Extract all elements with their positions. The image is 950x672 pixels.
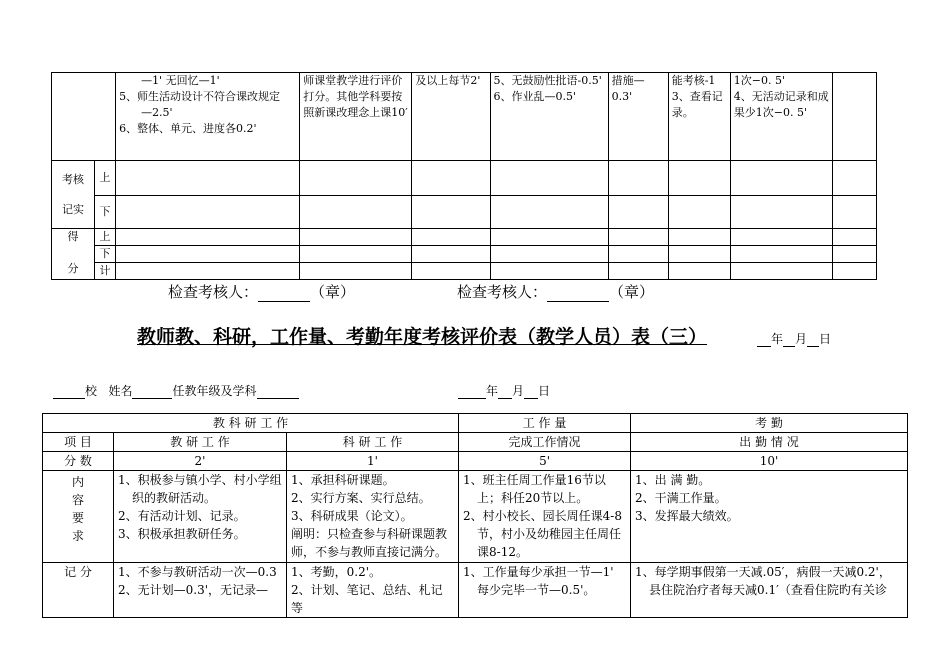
content-line: 3、积极承担教研任务。: [118, 527, 246, 541]
record-cell[interactable]: [608, 196, 668, 229]
day-blank[interactable]: [524, 386, 538, 399]
score-jiaoyan: 2': [114, 452, 287, 471]
group-header-row: [43, 414, 908, 433]
year-label: 年: [486, 384, 499, 398]
score-row-up: [52, 229, 877, 246]
name-blank[interactable]: [132, 386, 172, 399]
blank-cell: [52, 73, 116, 161]
month-blank[interactable]: [498, 386, 512, 399]
score-cell[interactable]: [412, 229, 490, 246]
record-line: 每少完毕一节—0.5'。: [477, 583, 596, 597]
record-keyan: [287, 563, 459, 618]
signature-blank[interactable]: [547, 287, 609, 302]
content-label-char: 内: [71, 475, 84, 489]
month-label: 月: [795, 332, 808, 346]
record-line: 2、计划、笔记、总结、札记等: [291, 583, 443, 615]
score-cell[interactable]: [730, 263, 832, 280]
signature-label: 检查考核人：: [457, 283, 548, 301]
day-label: 日: [538, 384, 551, 398]
score-cell[interactable]: [730, 229, 832, 246]
record-cell[interactable]: [412, 196, 490, 229]
record-attendance: [631, 563, 908, 618]
seal-label: （章）: [310, 283, 356, 301]
score-cell[interactable]: [490, 229, 608, 246]
content-line: 3、发挥最大绩效。: [635, 509, 739, 523]
criteria-cell-8: [730, 73, 832, 161]
record-cell[interactable]: [300, 196, 412, 229]
record-workload: [459, 563, 631, 618]
score-cell[interactable]: [116, 263, 300, 280]
criteria-cell-5: [490, 73, 608, 161]
blank-cell: [832, 73, 876, 161]
content-keyan: [287, 471, 459, 563]
score-label-line: 得: [67, 230, 79, 243]
criteria-line: —1' 无回忆—1': [141, 74, 220, 87]
content-row: [43, 471, 908, 563]
record-cell[interactable]: [832, 161, 876, 196]
score-cell[interactable]: [300, 246, 412, 263]
content-line: 1、积极参与镇小学、村小学组织的教研活动。: [118, 473, 282, 505]
signature-label: 检查考核人：: [168, 283, 259, 301]
item-header-row: [43, 433, 908, 452]
record-cell[interactable]: [832, 196, 876, 229]
score-workload: 5': [459, 452, 631, 471]
criteria-line: 4、无活动记录和成果少1次−0. 5': [733, 90, 829, 119]
score-cell[interactable]: [116, 246, 300, 263]
record-row-down: [52, 196, 877, 229]
record-cell[interactable]: [116, 161, 300, 196]
score-label: 分 数: [43, 452, 114, 471]
record-cell[interactable]: [490, 161, 608, 196]
content-line: 2、实行方案、实行总结。: [291, 491, 431, 505]
score-cell[interactable]: [832, 229, 876, 246]
record-line: 县住院治疗者每天减0.1′（查看住院旳有关诊: [649, 583, 887, 597]
content-label-char: 要: [71, 511, 84, 525]
content-line: 2、村小校长、园长周任课4-8节，村小及幼稚园主任周任课8-12。: [463, 509, 622, 559]
score-label-line: 分: [67, 262, 79, 275]
record-label-line: 考核: [62, 172, 85, 186]
score-cell[interactable]: [608, 263, 668, 280]
score-label: [52, 229, 95, 280]
record-label-line: 记实: [62, 202, 85, 216]
content-label-char: 容: [71, 493, 84, 507]
score-row: [43, 452, 908, 471]
score-attendance: 10': [631, 452, 908, 471]
score-cell[interactable]: [608, 246, 668, 263]
score-cell[interactable]: [832, 246, 876, 263]
page-title: 教师教、科研，工作量、考勤年度考核评价表（教学人员）表（三）: [137, 326, 708, 348]
score-row-total: [52, 263, 877, 280]
record-cell[interactable]: [412, 161, 490, 196]
year-blank[interactable]: [458, 386, 486, 399]
score-cell[interactable]: [832, 263, 876, 280]
day-blank[interactable]: [807, 334, 819, 347]
content-line: 1、出 满 勤。: [635, 473, 711, 487]
record-row: [43, 563, 908, 618]
record-cell[interactable]: [730, 196, 832, 229]
record-cell[interactable]: [608, 161, 668, 196]
info-line: [53, 382, 299, 399]
record-cell[interactable]: [490, 196, 608, 229]
grade-subject-blank[interactable]: [257, 386, 299, 399]
criteria-line: 1次−0. 5': [733, 74, 785, 87]
content-label-char: 求: [71, 529, 84, 543]
record-line: 1、不参与教研活动一次—0.3: [118, 565, 277, 579]
criteria-cell-4: 及以上每节2': [412, 73, 490, 161]
record-cell[interactable]: [116, 196, 300, 229]
score-cell[interactable]: [490, 246, 608, 263]
school-blank[interactable]: [53, 386, 85, 399]
content-line: 2、干满工作量。: [635, 491, 727, 505]
content-line: 阐明：只检查参与科研课题教师，不参与教师直接记满分。: [291, 527, 448, 559]
content-workload: [459, 471, 631, 563]
month-label: 月: [512, 384, 525, 398]
content-line: 1、班主任周工作量16节以上；科任20节以上。: [463, 473, 606, 505]
year-label: 年: [771, 332, 784, 346]
score-cell[interactable]: [608, 229, 668, 246]
score-row-down: [52, 246, 877, 263]
grade-subject-label: 任教年级及学科: [172, 384, 257, 398]
score-down-label: 下: [95, 246, 116, 263]
group-header-research: 教 科 研 工 作: [43, 414, 459, 433]
title-date: [757, 330, 831, 347]
criteria-cell-7: [668, 73, 730, 161]
score-cell[interactable]: [300, 229, 412, 246]
month-blank[interactable]: [783, 334, 795, 347]
name-label: 姓名: [108, 384, 133, 398]
criteria-cell-3: 师课堂教学进行评价打分。其他学科要按照新课改理念上课10′: [300, 73, 412, 161]
score-cell[interactable]: [668, 229, 730, 246]
record-label: [52, 161, 95, 229]
info-date: [458, 382, 550, 399]
score-cell[interactable]: [668, 263, 730, 280]
group-header-workload: 工 作 量: [459, 414, 631, 433]
score-cell[interactable]: [412, 263, 490, 280]
content-jiaoyan: [114, 471, 287, 563]
item-header-keyan: 科 研 工 作: [287, 433, 459, 452]
signature-right: [457, 281, 654, 302]
record-cell[interactable]: [668, 196, 730, 229]
criteria-line: 6、作业乱—0.5': [493, 90, 577, 103]
school-label: 校: [85, 384, 98, 398]
record-cell[interactable]: [730, 161, 832, 196]
group-header-attendance: 考 勤: [631, 414, 908, 433]
content-line: 2、有活动计划、记录。: [118, 509, 246, 523]
content-line: 3、科研成果（论文）。: [291, 509, 413, 523]
score-cell[interactable]: [668, 246, 730, 263]
criteria-cell-6: 措施—0.3': [608, 73, 668, 161]
top-assessment-table: [51, 72, 877, 280]
criteria-line: 5、无鼓励性批语-0.5': [493, 74, 602, 87]
record-line: 1、每学期事假第一天减.05′，病假一天减0.2'，: [635, 565, 891, 579]
score-up-label: 上: [95, 229, 116, 246]
score-cell[interactable]: [412, 246, 490, 263]
record-cell[interactable]: [668, 161, 730, 196]
record-line: 2、无计划—0.3'，无记录—: [118, 583, 269, 597]
record-down-label: 下: [95, 196, 116, 229]
criteria-line: —2.5': [141, 106, 173, 119]
record-line: 1、工作量每少承担一节—1': [463, 565, 614, 579]
content-label: [43, 471, 114, 563]
record-label: 记 分: [43, 563, 114, 618]
score-cell[interactable]: [730, 246, 832, 263]
item-header-jiaoyan: 教 研 工 作: [114, 433, 287, 452]
signature-blank[interactable]: [258, 287, 310, 302]
day-label: 日: [819, 332, 832, 346]
record-jiaoyan: [114, 563, 287, 618]
item-label: 项 目: [43, 433, 114, 452]
score-cell[interactable]: [300, 263, 412, 280]
criteria-line: 能考核-1: [671, 74, 716, 87]
score-keyan: 1': [287, 452, 459, 471]
score-cell[interactable]: [116, 229, 300, 246]
annual-assessment-table: [42, 413, 908, 618]
score-cell[interactable]: [490, 263, 608, 280]
signature-left: [168, 281, 355, 302]
criteria-line: 6、整体、单元、进度各0.2': [119, 122, 257, 135]
record-cell[interactable]: [300, 161, 412, 196]
content-row: [52, 73, 877, 161]
record-row-up: [52, 161, 877, 196]
content-attendance: [631, 471, 908, 563]
criteria-line: 3、查看记录。: [671, 90, 723, 119]
seal-label: （章）: [609, 283, 655, 301]
criteria-cell-2: [116, 73, 300, 161]
record-line: 1、考勤，0.2'。: [291, 565, 382, 579]
criteria-line: 5、师生活动设计不符合课改规定: [119, 90, 281, 103]
score-total-label: 计: [95, 263, 116, 280]
item-header-attendance: 出 勤 情 况: [631, 433, 908, 452]
record-up-label: 上: [95, 161, 116, 196]
content-line: 1、承担科研课题。: [291, 473, 395, 487]
item-header-workload: 完成工作情况: [459, 433, 631, 452]
year-blank[interactable]: [757, 334, 771, 347]
